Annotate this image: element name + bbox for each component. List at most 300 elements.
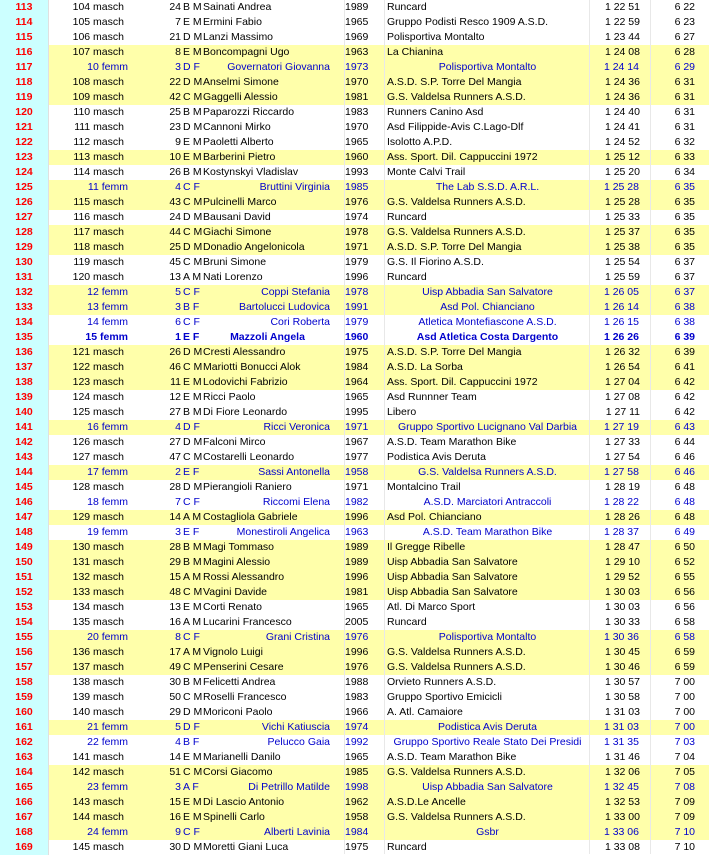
- finish-time-cell: 1 32 53: [604, 796, 640, 808]
- table-row: [0, 510, 709, 525]
- category-cell: E M: [183, 751, 202, 763]
- finish-time-cell: 1 31 35: [603, 736, 639, 748]
- team-cell: Orvieto Runners A.S.D.: [387, 676, 497, 688]
- table-row: [0, 495, 709, 510]
- finish-time-cell: 1 31 03: [604, 706, 640, 718]
- team-cell: A.S.D. La Sorba: [387, 361, 463, 373]
- category-rank-cell: 8: [175, 631, 181, 643]
- category-cell: E F: [183, 526, 200, 538]
- position-cell: 165: [0, 780, 49, 795]
- team-cell: Gsbr: [476, 826, 499, 838]
- finish-time-cell: 1 24 36: [604, 76, 640, 88]
- team-cell: A.S.D.Le Ancelle: [387, 796, 466, 808]
- pace-cell: 6 48: [674, 496, 695, 508]
- table-row: [0, 690, 709, 705]
- team-cell: A.S.D. S.P. Torre Del Mangia: [387, 241, 522, 253]
- team-cell: Podistica Avis Deruta: [437, 721, 538, 733]
- position-cell: 153: [0, 600, 49, 615]
- team-cell: Asd Pol. Chianciano: [440, 301, 535, 313]
- category-rank-cell: 3: [175, 781, 181, 793]
- table-row: [0, 405, 709, 420]
- birth-year-cell: 1996: [345, 571, 369, 583]
- birth-year-cell: 1974: [345, 211, 369, 223]
- birth-year-cell: 1958: [345, 811, 369, 823]
- birth-year-cell: 1992: [345, 736, 369, 748]
- position-cell: 136: [0, 345, 49, 360]
- athlete-name-cell: Di Petrillo Matilde: [248, 781, 330, 793]
- position-cell: 156: [0, 645, 49, 660]
- table-row: [0, 90, 709, 105]
- team-cell: The Lab S.S.D. A.R.L.: [435, 181, 540, 193]
- table-row: [0, 795, 709, 810]
- birth-year-cell: 1976: [345, 631, 369, 643]
- pace-cell: 7 09: [674, 811, 695, 823]
- team-cell: G.S. Valdelsa Runners A.S.D.: [387, 91, 526, 103]
- team-cell: G.S. Valdelsa Runners A.S.D.: [387, 811, 526, 823]
- category-rank-cell: 48: [169, 586, 181, 598]
- table-row: [0, 540, 709, 555]
- category-rank-cell: 50: [169, 691, 181, 703]
- birth-year-cell: 1971: [345, 241, 369, 253]
- athlete-name-cell: Barberini Pietro: [203, 151, 276, 163]
- category-cell: B M: [183, 106, 202, 118]
- category-rank-cell: 25: [169, 106, 181, 118]
- athlete-name-cell: Bruttini Virginia: [259, 181, 330, 193]
- finish-time-cell: 1 33 08: [604, 841, 640, 853]
- pace-cell: 6 58: [674, 616, 695, 628]
- category-cell: D M: [183, 841, 203, 853]
- table-row: [0, 600, 709, 615]
- position-cell: 130: [0, 255, 49, 270]
- table-row: [0, 390, 709, 405]
- table-row: [0, 375, 709, 390]
- position-cell: 164: [0, 765, 49, 780]
- athlete-name-cell: Pelucco Gaia: [267, 736, 330, 748]
- birth-year-cell: 1966: [345, 706, 369, 718]
- category-cell: A M: [183, 571, 202, 583]
- birth-year-cell: 1984: [345, 826, 369, 838]
- birth-year-cell: 1985: [345, 766, 369, 778]
- position-cell: 148: [0, 525, 49, 540]
- gender-rank-cell: 108 masch: [72, 76, 124, 88]
- finish-time-cell: 1 27 54: [604, 451, 640, 463]
- athlete-name-cell: Ermini Fabio: [203, 16, 262, 28]
- team-cell: Runcard: [387, 841, 427, 853]
- athlete-name-cell: Rossi Alessandro: [203, 571, 285, 583]
- finish-time-cell: 1 28 26: [604, 511, 640, 523]
- athlete-name-cell: Mariotti Bonucci Alok: [203, 361, 301, 373]
- athlete-name-cell: Corsi Giacomo: [203, 766, 273, 778]
- gender-rank-cell: 112 masch: [73, 136, 124, 148]
- team-cell: G.S. Valdelsa Runners A.S.D.: [387, 646, 526, 658]
- category-cell: D F: [183, 721, 200, 733]
- category-rank-cell: 17: [169, 646, 181, 658]
- athlete-name-cell: Cannoni Mirko: [203, 121, 271, 133]
- finish-time-cell: 1 29 52: [604, 571, 640, 583]
- birth-year-cell: 1988: [345, 676, 369, 688]
- gender-rank-cell: 115 masch: [73, 196, 124, 208]
- gender-rank-cell: 120 masch: [72, 271, 124, 283]
- team-cell: Polisportiva Montalto: [438, 61, 537, 73]
- position-cell: 167: [0, 810, 49, 825]
- pace-cell: 6 29: [674, 61, 695, 73]
- category-cell: D M: [183, 346, 203, 358]
- pace-cell: 6 59: [674, 646, 695, 658]
- team-cell: G.S. Valdelsa Runners A.S.D.: [387, 196, 526, 208]
- gender-rank-cell: 23 femm: [87, 781, 128, 793]
- pace-cell: 6 59: [674, 661, 695, 673]
- category-rank-cell: 11: [170, 376, 181, 388]
- finish-time-cell: 1 25 37: [604, 226, 640, 238]
- category-rank-cell: 5: [175, 721, 181, 733]
- birth-year-cell: 1978: [345, 286, 369, 298]
- table-row: [0, 195, 709, 210]
- birth-year-cell: 1969: [345, 31, 369, 43]
- team-cell: Gruppo Sportivo Emicicli: [387, 691, 502, 703]
- team-cell: Ass. Sport. Dil. Cappuccini 1972: [387, 151, 538, 163]
- category-rank-cell: 46: [169, 361, 181, 373]
- finish-time-cell: 1 30 46: [604, 661, 640, 673]
- athlete-name-cell: Di Lascio Antonio: [203, 796, 285, 808]
- category-rank-cell: 9: [175, 136, 181, 148]
- finish-time-cell: 1 26 14: [603, 301, 639, 313]
- column-divider: [344, 0, 345, 854]
- birth-year-cell: 1996: [345, 271, 369, 283]
- category-cell: B M: [183, 541, 202, 553]
- team-cell: Polisportiva Montalto: [387, 31, 485, 43]
- pace-cell: 6 52: [674, 556, 695, 568]
- column-divider: [650, 0, 651, 854]
- table-row: [0, 225, 709, 240]
- position-cell: 150: [0, 555, 49, 570]
- gender-rank-cell: 20 femm: [87, 631, 128, 643]
- table-row: [0, 720, 709, 735]
- category-cell: D M: [183, 241, 203, 253]
- finish-time-cell: 1 24 41: [604, 121, 640, 133]
- birth-year-cell: 1965: [345, 391, 369, 403]
- team-cell: Libero: [387, 406, 417, 418]
- birth-year-cell: 1960: [345, 151, 369, 163]
- athlete-name-cell: Riccomi Elena: [262, 496, 330, 508]
- position-cell: 147: [0, 510, 49, 525]
- category-rank-cell: 13: [169, 271, 181, 283]
- athlete-name-cell: Cresti Alessandro: [203, 346, 286, 358]
- gender-rank-cell: 127 masch: [72, 451, 124, 463]
- table-row: [0, 465, 709, 480]
- pace-cell: 6 46: [674, 466, 695, 478]
- position-cell: 151: [0, 570, 49, 585]
- pace-cell: 6 39: [674, 331, 695, 343]
- category-cell: E M: [183, 796, 202, 808]
- athlete-name-cell: Magi Tommaso: [203, 541, 274, 553]
- category-rank-cell: 23: [169, 121, 181, 133]
- team-cell: Isolotto A.P.D.: [387, 136, 453, 148]
- table-row: [0, 30, 709, 45]
- finish-time-cell: 1 27 11: [605, 406, 640, 418]
- birth-year-cell: 1991: [345, 301, 369, 313]
- category-rank-cell: 4: [175, 181, 181, 193]
- pace-cell: 6 56: [674, 586, 695, 598]
- pace-cell: 6 43: [674, 421, 695, 433]
- pace-cell: 6 35: [674, 241, 695, 253]
- gender-rank-cell: 111 masch: [74, 121, 124, 133]
- team-cell: Runcard: [387, 271, 427, 283]
- athlete-name-cell: Magini Alessio: [203, 556, 271, 568]
- category-cell: B M: [183, 676, 202, 688]
- team-cell: Ass. Sport. Dil. Cappuccini 1972: [387, 376, 538, 388]
- position-cell: 142: [0, 435, 49, 450]
- finish-time-cell: 1 32 45: [603, 781, 639, 793]
- birth-year-cell: 1989: [345, 556, 369, 568]
- gender-rank-cell: 12 femm: [87, 286, 128, 298]
- category-cell: D M: [183, 706, 203, 718]
- table-row: [0, 705, 709, 720]
- athlete-name-cell: Lanzi Massimo: [203, 31, 274, 43]
- birth-year-cell: 1971: [345, 421, 369, 433]
- team-cell: G.S. Valdelsa Runners A.S.D.: [387, 661, 526, 673]
- table-row: [0, 255, 709, 270]
- finish-time-cell: 1 26 26: [603, 331, 639, 343]
- category-rank-cell: 25: [169, 241, 181, 253]
- finish-time-cell: 1 30 03: [604, 586, 640, 598]
- category-cell: E M: [183, 391, 202, 403]
- pace-cell: 7 05: [674, 766, 695, 778]
- pace-cell: 6 27: [674, 31, 695, 43]
- birth-year-cell: 1967: [345, 436, 369, 448]
- athlete-name-cell: Roselli Francesco: [203, 691, 287, 703]
- gender-rank-cell: 145 masch: [72, 841, 124, 853]
- position-cell: 114: [0, 15, 49, 30]
- gender-rank-cell: 133 masch: [72, 586, 124, 598]
- pace-cell: 6 35: [674, 196, 695, 208]
- category-cell: C M: [183, 766, 203, 778]
- athlete-name-cell: Marianelli Danilo: [203, 751, 281, 763]
- category-cell: E M: [183, 16, 202, 28]
- category-cell: C M: [183, 361, 203, 373]
- category-rank-cell: 47: [169, 451, 181, 463]
- pace-cell: 6 44: [674, 436, 695, 448]
- category-cell: D F: [183, 61, 200, 73]
- birth-year-cell: 1979: [345, 256, 369, 268]
- column-divider: [384, 0, 385, 854]
- team-cell: Uisp Abbadia San Salvatore: [422, 286, 553, 298]
- finish-time-cell: 1 30 58: [604, 691, 640, 703]
- category-rank-cell: 16: [169, 616, 181, 628]
- athlete-name-cell: Nati Lorenzo: [203, 271, 263, 283]
- category-rank-cell: 22: [169, 76, 181, 88]
- team-cell: Gruppo Sportivo Reale Stato Dei Presidi: [393, 736, 582, 748]
- birth-year-cell: 1995: [345, 406, 369, 418]
- position-cell: 123: [0, 150, 49, 165]
- position-cell: 149: [0, 540, 49, 555]
- table-row: [0, 165, 709, 180]
- athlete-name-cell: Grani Cristina: [265, 631, 330, 643]
- finish-time-cell: 1 24 52: [604, 136, 640, 148]
- birth-year-cell: 1960: [345, 331, 369, 343]
- finish-time-cell: 1 22 59: [604, 16, 640, 28]
- category-rank-cell: 7: [175, 16, 181, 28]
- finish-time-cell: 1 26 05: [603, 286, 639, 298]
- table-row: [0, 300, 709, 315]
- gender-rank-cell: 144 masch: [72, 811, 124, 823]
- pace-cell: 6 46: [674, 451, 695, 463]
- birth-year-cell: 1970: [345, 76, 369, 88]
- category-cell: B M: [183, 166, 202, 178]
- team-cell: Atl. Di Marco Sport: [387, 601, 476, 613]
- position-cell: 132: [0, 285, 49, 300]
- position-cell: 159: [0, 690, 49, 705]
- athlete-name-cell: Lodovichi Fabrizio: [203, 376, 288, 388]
- position-cell: 162: [0, 735, 49, 750]
- category-cell: B M: [183, 556, 202, 568]
- gender-rank-cell: 135 masch: [72, 616, 124, 628]
- category-cell: D F: [183, 421, 200, 433]
- finish-time-cell: 1 27 04: [604, 376, 640, 388]
- category-rank-cell: 30: [169, 676, 181, 688]
- gender-rank-cell: 141 masch: [72, 751, 124, 763]
- pace-cell: 6 35: [674, 226, 695, 238]
- category-cell: C M: [183, 196, 203, 208]
- position-cell: 163: [0, 750, 49, 765]
- position-cell: 121: [0, 120, 49, 135]
- category-rank-cell: 15: [169, 571, 181, 583]
- athlete-name-cell: Di Fiore Leonardo: [203, 406, 288, 418]
- table-row: [0, 210, 709, 225]
- category-cell: E M: [183, 151, 202, 163]
- category-rank-cell: 12: [169, 391, 181, 403]
- gender-rank-cell: 18 femm: [87, 496, 128, 508]
- pace-cell: 6 48: [674, 511, 695, 523]
- gender-rank-cell: 19 femm: [87, 526, 128, 538]
- pace-cell: 7 10: [674, 826, 695, 838]
- pace-cell: 6 38: [674, 301, 695, 313]
- birth-year-cell: 1976: [345, 196, 369, 208]
- birth-year-cell: 1998: [345, 781, 369, 793]
- athlete-name-cell: Vignolo Luigi: [203, 646, 263, 658]
- table-row: [0, 810, 709, 825]
- position-cell: 154: [0, 615, 49, 630]
- gender-rank-cell: 10 femm: [87, 61, 128, 73]
- athlete-name-cell: Coppi Stefania: [261, 286, 330, 298]
- gender-rank-cell: 132 masch: [72, 571, 124, 583]
- category-rank-cell: 30: [169, 841, 181, 853]
- finish-time-cell: 1 22 51: [604, 1, 640, 13]
- category-rank-cell: 13: [169, 601, 181, 613]
- birth-year-cell: 1984: [345, 361, 369, 373]
- finish-time-cell: 1 27 33: [604, 436, 640, 448]
- finish-time-cell: 1 25 33: [604, 211, 640, 223]
- category-cell: A M: [183, 511, 202, 523]
- pace-cell: 6 31: [674, 76, 695, 88]
- pace-cell: 6 38: [674, 316, 695, 328]
- category-rank-cell: 24: [169, 211, 181, 223]
- position-cell: 119: [0, 90, 49, 105]
- table-row: [0, 675, 709, 690]
- gender-rank-cell: 21 femm: [87, 721, 128, 733]
- gender-rank-cell: 128 masch: [72, 481, 124, 493]
- position-cell: 113: [0, 0, 49, 15]
- athlete-name-cell: Moretti Giani Luca: [203, 841, 289, 853]
- team-cell: Uisp Abbadia San Salvatore: [387, 556, 518, 568]
- athlete-name-cell: Bausani David: [203, 211, 271, 223]
- gender-rank-cell: 121 masch: [72, 346, 124, 358]
- category-cell: E F: [183, 331, 200, 343]
- category-cell: E M: [183, 376, 202, 388]
- category-cell: D M: [183, 211, 203, 223]
- category-rank-cell: 43: [169, 196, 181, 208]
- table-row: [0, 60, 709, 75]
- pace-cell: 6 42: [674, 376, 695, 388]
- gender-rank-cell: 117 masch: [73, 226, 124, 238]
- finish-time-cell: 1 25 12: [604, 151, 640, 163]
- category-rank-cell: 8: [175, 46, 181, 58]
- position-cell: 122: [0, 135, 49, 150]
- pace-cell: 6 35: [674, 181, 695, 193]
- category-rank-cell: 27: [169, 406, 181, 418]
- birth-year-cell: 1965: [345, 136, 369, 148]
- birth-year-cell: 1996: [345, 646, 369, 658]
- position-cell: 116: [0, 45, 49, 60]
- position-cell: 144: [0, 465, 49, 480]
- finish-time-cell: 1 28 37: [603, 526, 639, 538]
- category-cell: C F: [183, 631, 200, 643]
- pace-cell: 7 04: [674, 751, 695, 763]
- finish-time-cell: 1 31 46: [604, 751, 640, 763]
- pace-cell: 6 32: [674, 136, 695, 148]
- table-row: [0, 555, 709, 570]
- category-rank-cell: 28: [169, 541, 181, 553]
- gender-rank-cell: 143 masch: [72, 796, 124, 808]
- birth-year-cell: 1970: [345, 121, 369, 133]
- category-cell: A M: [183, 616, 202, 628]
- category-cell: B M: [183, 1, 202, 13]
- finish-time-cell: 1 29 10: [604, 556, 640, 568]
- pace-cell: 6 58: [674, 631, 695, 643]
- birth-year-cell: 1976: [345, 661, 369, 673]
- finish-time-cell: 1 25 59: [604, 271, 640, 283]
- birth-year-cell: 1981: [345, 91, 369, 103]
- category-rank-cell: 28: [169, 481, 181, 493]
- finish-time-cell: 1 33 06: [603, 826, 639, 838]
- pace-cell: 6 41: [674, 361, 695, 373]
- team-cell: Uisp Abbadia San Salvatore: [387, 571, 518, 583]
- gender-rank-cell: 142 masch: [72, 766, 124, 778]
- finish-time-cell: 1 24 40: [604, 106, 640, 118]
- birth-year-cell: 1989: [345, 541, 369, 553]
- birth-year-cell: 1996: [345, 511, 369, 523]
- team-cell: Monte Calvi Trail: [387, 166, 466, 178]
- team-cell: Uisp Abbadia San Salvatore: [422, 781, 553, 793]
- position-cell: 160: [0, 705, 49, 720]
- category-cell: C F: [183, 286, 200, 298]
- category-rank-cell: 26: [169, 166, 181, 178]
- category-cell: D M: [183, 121, 203, 133]
- pace-cell: 7 03: [674, 736, 695, 748]
- team-cell: Uisp Abbadia San Salvatore: [387, 586, 518, 598]
- team-cell: Montalcino Trail: [387, 481, 461, 493]
- position-cell: 146: [0, 495, 49, 510]
- position-cell: 115: [0, 30, 49, 45]
- pace-cell: 6 31: [674, 91, 695, 103]
- pace-cell: 6 34: [674, 166, 695, 178]
- table-row: [0, 645, 709, 660]
- table-row: [0, 420, 709, 435]
- birth-year-cell: 1979: [345, 316, 369, 328]
- athlete-name-cell: Cori Roberta: [270, 316, 330, 328]
- category-cell: B M: [183, 406, 202, 418]
- finish-time-cell: 1 27 58: [603, 466, 639, 478]
- category-cell: C F: [183, 826, 200, 838]
